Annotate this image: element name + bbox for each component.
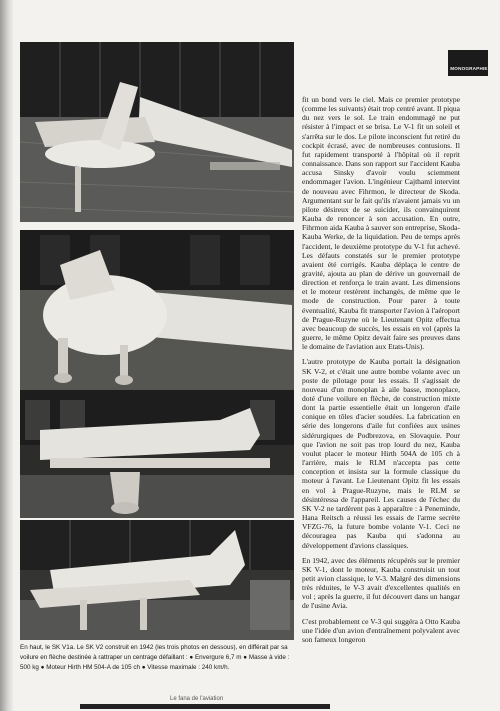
page-gutter xyxy=(0,0,14,711)
photo-sk-v1a xyxy=(20,42,294,222)
section-tab-label: MONOGRAPHIE xyxy=(450,66,488,71)
paragraph-2: L'autre prototype de Kauba portait la désignation SK V-2, et c'était une autre bombe volante avec un poste de pilotage pour les essais. Il s'agissait de nouveau d'un monoplan à aile basse, monoplace, doté d'une voilure en flèche, de construction mixte dont la partie essentielle était un longeron d'aile conique en tôles d'acier soudées. La fabrication en série des longerons d'aile fut confiées aux usines sidérurgiques de Podbrezova, en Slovaquie. Pour que l'avion ne soit pas trop lourd du nez, Kauba voulut placer le moteur Hirth 504A de 105 ch à l'arrière, mais le RLM n'accepta pas cette conception et insista sur la formule classique du moteur à l'avant. Le Lieutenant Opitz fit les essais en vol à Prague-Ruzyne, mais le RLM se désintéressa de l'appareil. Les causes de l'échec du SK V-2 ne tardèrent pas à apparaître : à Peneminde, Hana Reitsch a réussi les essais de l'arme secrète VFZG-76, la future bombe volante V-1. Ceci ne découragea pas Kauba qui s'adonna au développement d'avions classiques. xyxy=(302,357,460,550)
photo-sk-v2-front xyxy=(20,230,294,390)
photo-caption: En haut, le SK V1a. Le SK V2 construit en 1942 (les trois photos en dessous), en différait par sa voilure en flèche destinée à rattraper un centrage défaillant : ● Envergure 6,7 m ● Masse à vide : 500 kg ● Moteur Hirth HM 504-A de 105 ch ● Vitesse maximale : 240 km/h. xyxy=(20,644,290,671)
footer-text: Le fana de l'aviation xyxy=(170,696,224,702)
paragraph-1: fit un bond vers le ciel. Mais ce premier prototype (comme les suivants) était trop centré avant. Il piqua du nez vers le sol. Le train endommagé ne put résister à l'impact et se brisa. Le V-1 fit un soleil et s'arrêta sur le dos. Le pilote inconscient fut retiré du cockpit écrasé, avec de nombreuses contusions. Il fut rapidement transporté à l'hôpital où il reprit connaissance. Dans son rapport sur l'accident Kauba accusa Sinsky d'avoir voulu sciemment endommager l'avion. L'ingénieur Cajthaml intervint de nouveau avec Fihrmon, le directeur de Skoda. Argumentant sur le fait qu'ils n'avaient jamais vu un pilote désireux de se suicider, ils convainquirent Kauba de renoncer à son accusation. En outre, Fihrmon aida Kauba à sauver son entreprise, Skoda-Kauba Werke, de la liquidation. Peu de temps après l'accident, le deuxième prototype du V-1 fut achevé. Les défauts constatés sur le premier prototype avaient été corrigés. Kauba déplaça le centre de gravité, ajouta au plan de dérive un gouvernail de direction et renforça le train avant. Les dimensions et le moteur restèrent inchangés, de même que le mode de construction. Pour parer à toute éventualité, Kauba fit transporter l'avion à l'aéroport de Prague-Ruzyne où le Lieutenant Opitz effectua avec beaucoup de succès, les essais en vol (après la guerre, le même Opitz devait faire ses preuves dans le domaine de l'aviation aux Etats-Unis). xyxy=(302,95,460,352)
footer-bar xyxy=(80,704,330,709)
photo-sk-v2-side xyxy=(20,390,294,518)
paragraph-4: C'est probablement ce V-3 qui suggéra à Otto Kauba une l'idée d'un avion d'entraînement polyvalent avec son fameux longeron xyxy=(302,616,460,644)
article-text-column xyxy=(302,95,460,650)
section-tab xyxy=(448,50,488,76)
paragraph-3: En 1942, avec des éléments récupérés sur le premier SK V-1, dont le moteur, Kauba construisit un tout petit avion classique, le V-3. Malgré des dimensions très réduites, le V-3 avait d'excellentes qualités en vol ; après la guerre, il fut découvert dans un hangar de l'usine Avia. xyxy=(302,555,460,611)
photo-sk-v2-rear xyxy=(20,520,294,640)
